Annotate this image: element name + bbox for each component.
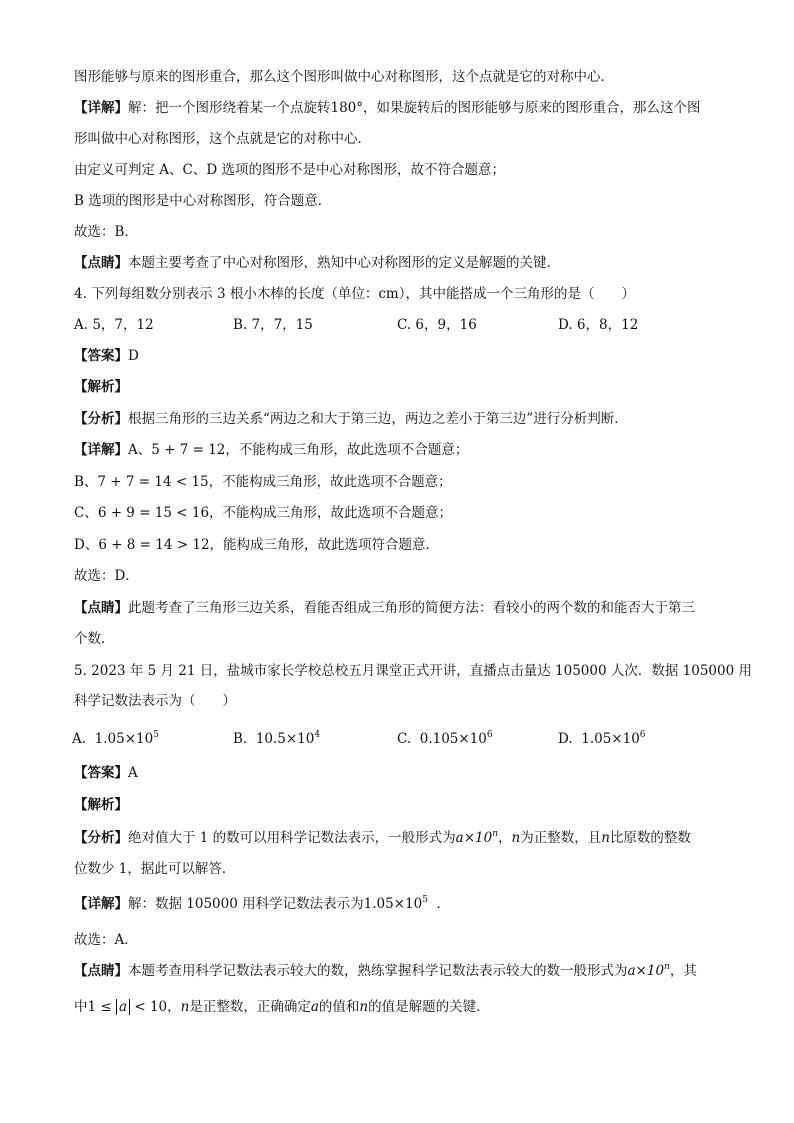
math-expression: a×10 [455,830,493,846]
q4-option-c: C. 6，9，16 [397,317,477,333]
line-text: 的值和 [318,999,360,1015]
question-5-stem: 5. 2023 年 5 月 21 日，盐城市家长学校总校五月课堂正式开讲，直播点击量达 105000 人次．数据 105000 用 [74,663,752,679]
line-text: ， [167,999,181,1015]
section-tag: 【详解】 [74,442,128,458]
line-text: 中 [74,999,88,1015]
q4-option-d: D. 6，8，12 [558,317,639,333]
q4-option-a: A. 5，7，12 [74,317,154,333]
section-tag: 【答案】 [74,765,128,781]
section-tag: 【点睛】 [74,255,128,271]
q5-option-a [72,729,159,749]
q4-jiexi-heading: 【解析】 [74,379,128,395]
q5-detail [74,894,450,914]
math-variable: a [310,999,319,1015]
q4-analysis [74,409,628,429]
answer-value: A [128,765,138,781]
section-tag: 【详解】 [74,896,128,912]
line-text: ． [436,896,451,912]
q5-option-d [558,729,646,749]
math-variable: n [601,830,610,846]
line-text: 绝对值大于 1 的数可以用科学记数法表示，一般形式为 [128,830,456,846]
question-5-stem-cont: 科学记数法表示为（ ） [74,693,236,709]
line-text: 的值是解题的关键． [368,999,490,1015]
math-expression: a×10 [627,963,665,979]
paragraph-line: B 选项的图形是中心对称图形，符合题意． [74,193,332,209]
line-text: A、5 + 7 = 12，不能构成三角形，故此选项不合题意； [128,442,469,458]
paragraph-line [74,98,701,118]
paragraph-line [74,253,560,273]
paragraph-line: 形叫做中心对称图形，这个点就是它的对称中心． [74,131,371,147]
math-expression: < 10 [134,999,168,1015]
math-absolute-value: a [116,999,130,1015]
q5-jiexi-heading: 【解析】 [74,797,128,813]
option-exp: 6 [486,730,493,740]
paragraph-line: 图形能够与原来的图形重合，那么这个图形叫做中心对称图形，这个点就是它的对称中心． [74,69,614,85]
paragraph-line: D、6 + 8 = 14 > 12，能构成三角形，故此选项符合题意． [74,537,440,553]
line-text: 为正整数，且 [520,830,602,846]
option-exp: 4 [314,730,321,740]
math-variable: n [180,999,190,1015]
option-label: B. [233,731,248,747]
paragraph-line: 位数少 1，据此可以解答． [74,861,236,877]
option-base: 1.05×10 [581,731,640,747]
section-tag: 【详解】 [74,100,128,116]
line-text: 根据三角形的三边关系“两边之和大于第三边，两边之差小于第三边”进行分析判断． [128,411,628,427]
q5-analysis [74,828,691,848]
option-base: 0.105×10 [419,731,487,747]
paragraph-line: 故选：D． [74,568,139,584]
line-text: 解：数据 105000 用科学记数法表示为 [128,896,364,912]
section-tag: 【分析】 [74,830,128,846]
line-text: 解：把一个图形绕着某一个点旋转180°，如果旋转后的图形能够与原来的图形重合，那么这个图 [128,100,701,116]
q4-comment [74,598,695,618]
math-variable: n [359,999,369,1015]
section-tag: 【点睛】 [74,963,128,979]
line-text: ，其 [669,963,697,979]
math-expression: 1.05×10 [363,896,423,912]
section-tag: 【点睛】 [74,600,128,616]
line-text: 此题考查了三角形三边关系，看能否组成三角形的简便方法：看较小的两个数的和能否大于第三 [128,600,695,616]
paragraph-line: 由定义可判定 A、C、D 选项的图形不是中心对称图形，故不符合题意； [74,162,505,178]
option-exp: 5 [153,730,159,740]
paragraph-line: B、7 + 7 = 14 < 15，不能构成三角形，故此选项不合题意； [74,474,452,490]
line-text: 是正整数，正确确定 [189,999,311,1015]
math-exponent: 5 [422,895,428,905]
math-exponent: n [492,829,499,839]
option-base: 10.5×10 [255,731,315,747]
math-expression: 1 ≤ [87,999,112,1015]
q5-answer [74,763,138,783]
q5-option-b [233,729,320,749]
q4-answer [74,346,139,366]
math-variable: n [511,830,521,846]
q4-option-b: B. 7，7，15 [233,317,313,333]
q5-comment [74,961,697,981]
line-text: 比原数的整数 [609,830,691,846]
paragraph-line: 故选：A． [74,932,138,948]
math-exponent: n [664,962,670,972]
paragraph-line: C、6 + 9 = 15 < 16，不能构成三角形，故此选项不合题意； [74,505,453,521]
option-label: D. [558,731,573,747]
option-base: 1.05×10 [94,731,154,747]
q5-option-c [397,729,493,749]
line-text: ， [498,830,512,846]
paragraph-line: 个数． [74,631,115,647]
section-tag: 【分析】 [74,411,128,427]
option-label: A. [72,731,87,747]
answer-value: D [128,348,139,364]
q4-detail [74,440,468,460]
q5-comment-cont [74,997,490,1017]
paragraph-line: 故选：B． [74,224,138,240]
line-text: 本题主要考查了中心对称图形，熟知中心对称图形的定义是解题的关键． [128,255,560,271]
question-4-stem: 4. 下列每组数分别表示 3 根小木棒的长度（单位：cm），其中能搭成一个三角形的是（ ） [74,286,635,302]
section-tag: 【答案】 [74,348,128,364]
option-exp: 6 [639,730,646,740]
option-label: C. [397,731,412,747]
line-text: 本题考查用科学记数法表示较大的数，熟练掌握科学记数法表示较大的数一般形式为 [128,963,628,979]
